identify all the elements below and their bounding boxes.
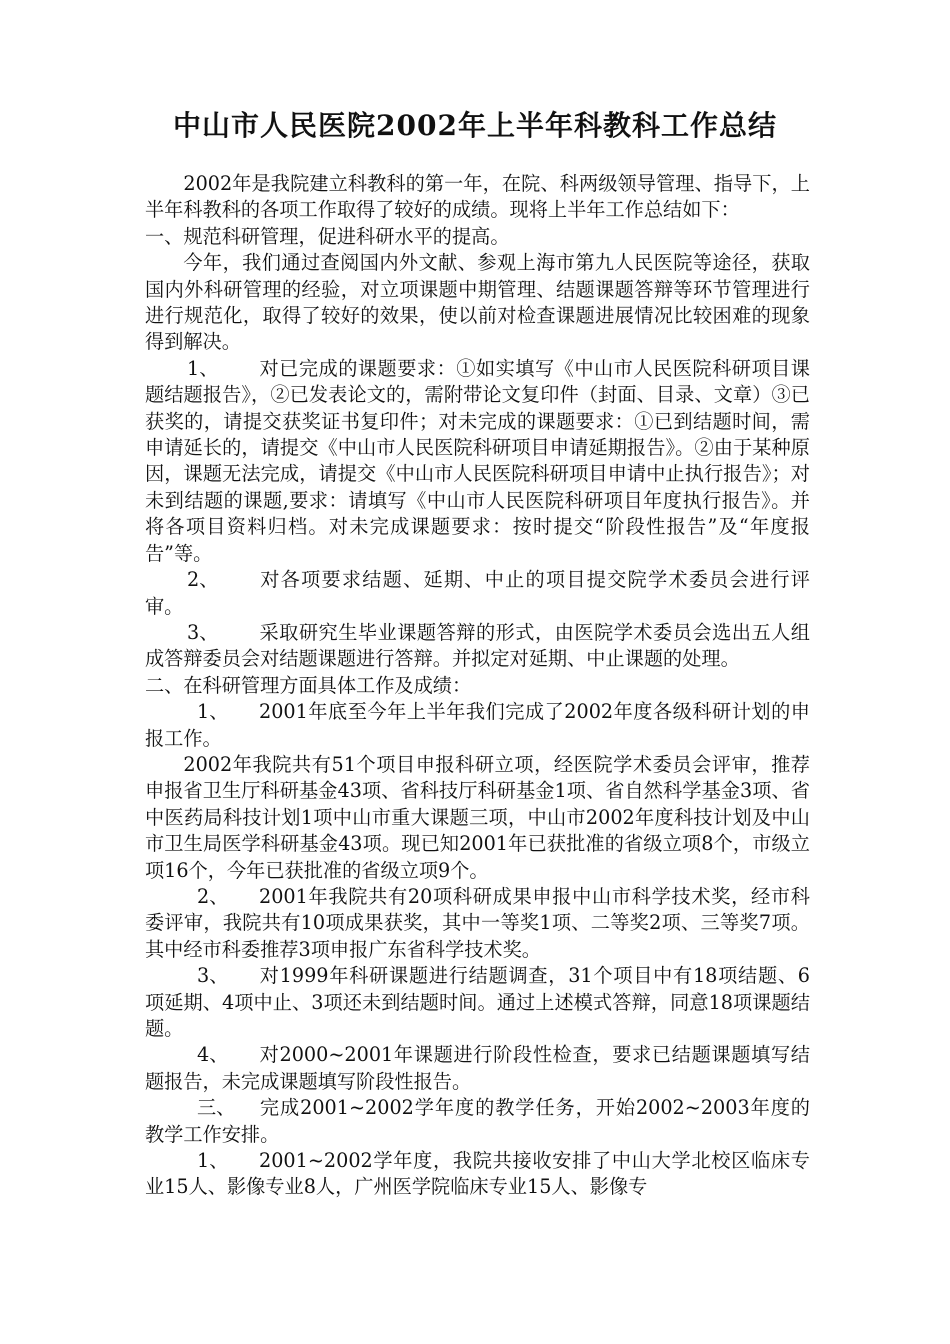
list-item-4	[145, 1042, 810, 1095]
list-marker: 三、	[197, 1096, 236, 1120]
list-marker: 4、	[197, 1043, 229, 1067]
list-item-1	[145, 1148, 810, 1201]
list-marker: 3、	[187, 620, 219, 644]
list-marker: 2、	[197, 884, 229, 908]
paragraph-text: 对各项要求结题、延期、中止的项目提交院学术委员会进行评审。	[145, 568, 810, 618]
list-item-1	[145, 356, 810, 567]
paragraph-research-management	[145, 250, 810, 356]
section-heading-2	[145, 673, 810, 699]
document-body	[145, 171, 810, 1201]
paragraph-text: 完成2001~2002学年度的教学任务，开始2002~2003年度的教学工作安排。	[145, 1096, 810, 1146]
list-item-3	[145, 620, 810, 673]
list-marker: 1、	[187, 356, 219, 380]
paragraph-text: 采取研究生毕业课题答辩的形式，由医院学术委员会选出五人组成答辩委员会对结题课题进行答辩。并拟定对延期、中止课题的处理。	[145, 620, 810, 671]
list-item-3	[145, 963, 810, 1042]
list-marker: 1、	[197, 1149, 229, 1173]
paragraph-text: 对1999年科研课题进行结题调查，31个项目中有18项结题、6项延期、4项中止、3项还未到结题时间。通过上述模式答辩，同意18项课题结题。	[145, 964, 810, 1040]
list-item-2	[145, 884, 810, 963]
paragraph-text: 一、规范科研管理，促进科研水平的提高。	[145, 224, 510, 248]
paragraph-text: 今年，我们通过查阅国内外文献、参观上海市第九人民医院等途径，获取国内外科研管理的经验，对立项课题中期管理、结题课题答辩等环节管理进行进行规范化，取得了较好的效果，使以前对检查课题进展情况比较困难的现象得到解决。	[145, 251, 810, 354]
paragraph-text: 2002年我院共有51个项目申报科研立项，经医院学术委员会评审，推荐申报省卫生厅科研基金43项、省科技厅科研基金1项、省自然科学基金3项、省中医药局科技计划1项中山市重大课题三项，中山市2002年度科技计划及中山市卫生局医学科研基金43项。现已知2001年已获批准的省级立项8个，市级立项16个，今年已获批准的省级立项9个。	[145, 752, 810, 882]
list-marker: 2、	[187, 568, 219, 592]
paragraph-text: 2001~2002学年度，我院共接收安排了中山大学北校区临床专业15人、影像专业8人，广州医学院临床专业15人、影像专	[145, 1149, 810, 1199]
paragraph-project-application	[145, 752, 810, 884]
paragraph-text: 2002年是我院建立科教科的第一年，在院、科两级领导管理、指导下，上半年科教科的各项工作取得了较好的成绩。现将上半年工作总结如下：	[145, 172, 810, 222]
list-item-2	[145, 567, 810, 620]
paragraph-intro	[145, 171, 810, 224]
paragraph-text: 对2000~2001年课题进行阶段性检查，要求已结题课题填写结题报告，未完成课题填写阶段性报告。	[145, 1043, 810, 1093]
paragraph-text: 对已完成的课题要求：①如实填写《中山市人民医院科研项目课题结题报告》，②已发表论文的，需附带论文复印件（封面、目录、文章）③已获奖的，请提交获奖证书复印件；对未完成的课题要求：①已到结题时间，需申请延长的，请提交《中山市人民医院科研项目申请延期报告》。②由于某种原因，课题无法完成，请提交《中山市人民医院科研项目申请中止执行报告》；对未到结题的课题,要求：请填写《中山市人民医院科研项目年度执行报告》。并将各项目资料归档。对未完成课题要求：按时提交“阶段性报告”及“年度报告”等。	[145, 356, 810, 565]
list-marker: 1、	[197, 700, 229, 724]
section-heading-3	[145, 1095, 810, 1148]
list-marker: 3、	[197, 964, 229, 988]
paragraph-text: 二、在科研管理方面具体工作及成绩：	[145, 673, 472, 697]
section-heading-1	[145, 224, 810, 250]
document-title: 中山市人民医院2002年上半年科教科工作总结	[173, 109, 777, 142]
list-item-1	[145, 699, 810, 752]
paragraph-text: 2001年我院共有20项科研成果申报中山市科学技术奖，经市科委评审，我院共有10项成果获奖，其中一等奖1项、二等奖2项、三等奖7项。其中经市科委推荐3项申报广东省科学技术奖。	[145, 884, 810, 961]
paragraph-text: 2001年底至今年上半年我们完成了2002年度各级科研计划的申报工作。	[145, 700, 810, 750]
